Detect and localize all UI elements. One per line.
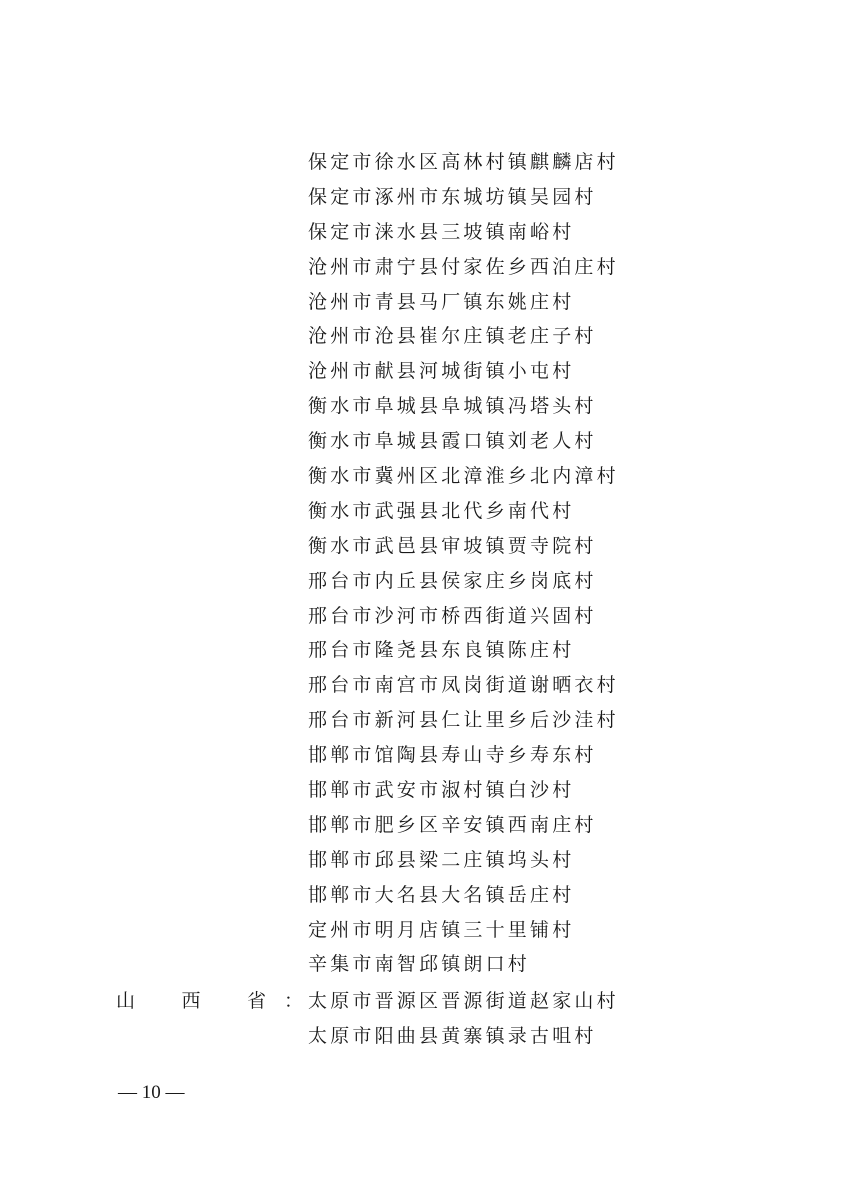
list-item: 邯郸市武安市淑村镇白沙村 (308, 779, 575, 802)
list-item: 衡水市阜城县阜城镇冯塔头村 (308, 395, 597, 418)
list-item: 邯郸市肥乡区辛安镇西南庄村 (308, 813, 597, 836)
list-item: 衡水市阜城县霞口镇刘老人村 (308, 430, 597, 453)
list-item: 邢台市内丘县侯家庄乡岗底村 (308, 569, 597, 592)
list-item: 太原市阳曲县黄寨镇录古咀村 (308, 1024, 597, 1047)
page-number: — 10 — (118, 1082, 185, 1103)
list-item: 保定市徐水区高林村镇麒麟店村 (308, 151, 619, 173)
list-item: 邢台市沙河市桥西街道兴固村 (308, 604, 597, 627)
list-item: 沧州市沧县崔尔庄镇老庄子村 (308, 325, 597, 348)
list-item: 沧州市青县马厂镇东姚庄村 (308, 290, 575, 313)
province-char: 省 (246, 990, 266, 1012)
list-item: 保定市涞水县三坡镇南峪村 (308, 220, 575, 243)
list-item: 保定市涿州市东城坊镇吴园村 (308, 185, 597, 208)
list-item: 邯郸市馆陶县寿山寺乡寿东村 (308, 744, 597, 767)
province-char: 山 (116, 990, 136, 1012)
province-colon: ： (284, 990, 304, 1012)
list-item: 邢台市新河县仁让里乡后沙洼村 (308, 709, 619, 732)
list-item: 沧州市肃宁县付家佐乡西泊庄村 (308, 255, 619, 278)
list-item: 沧州市献县河城街镇小屯村 (308, 360, 575, 383)
province-label-shanxi (116, 984, 266, 1018)
list-item: 定州市明月店镇三十里铺村 (308, 918, 575, 941)
list-item: 邢台市南宫市凤岗街道谢晒衣村 (308, 674, 619, 697)
list-item: 衡水市武强县北代乡南代村 (308, 499, 575, 522)
hebei-village-list (308, 145, 619, 982)
list-item: 太原市晋源区晋源街道赵家山村 (308, 990, 619, 1012)
list-item: 衡水市冀州区北漳淮乡北内漳村 (308, 465, 619, 488)
list-item: 辛集市南智邱镇朗口村 (308, 953, 531, 976)
shanxi-village-list (308, 984, 619, 1054)
list-item: 邢台市隆尧县东良镇陈庄村 (308, 639, 575, 662)
list-item: 邯郸市大名县大名镇岳庄村 (308, 883, 575, 906)
list-item: 衡水市武邑县审坡镇贾寺院村 (308, 534, 597, 557)
province-char: 西 (181, 990, 201, 1012)
list-item: 邯郸市邱县梁二庄镇坞头村 (308, 848, 575, 871)
